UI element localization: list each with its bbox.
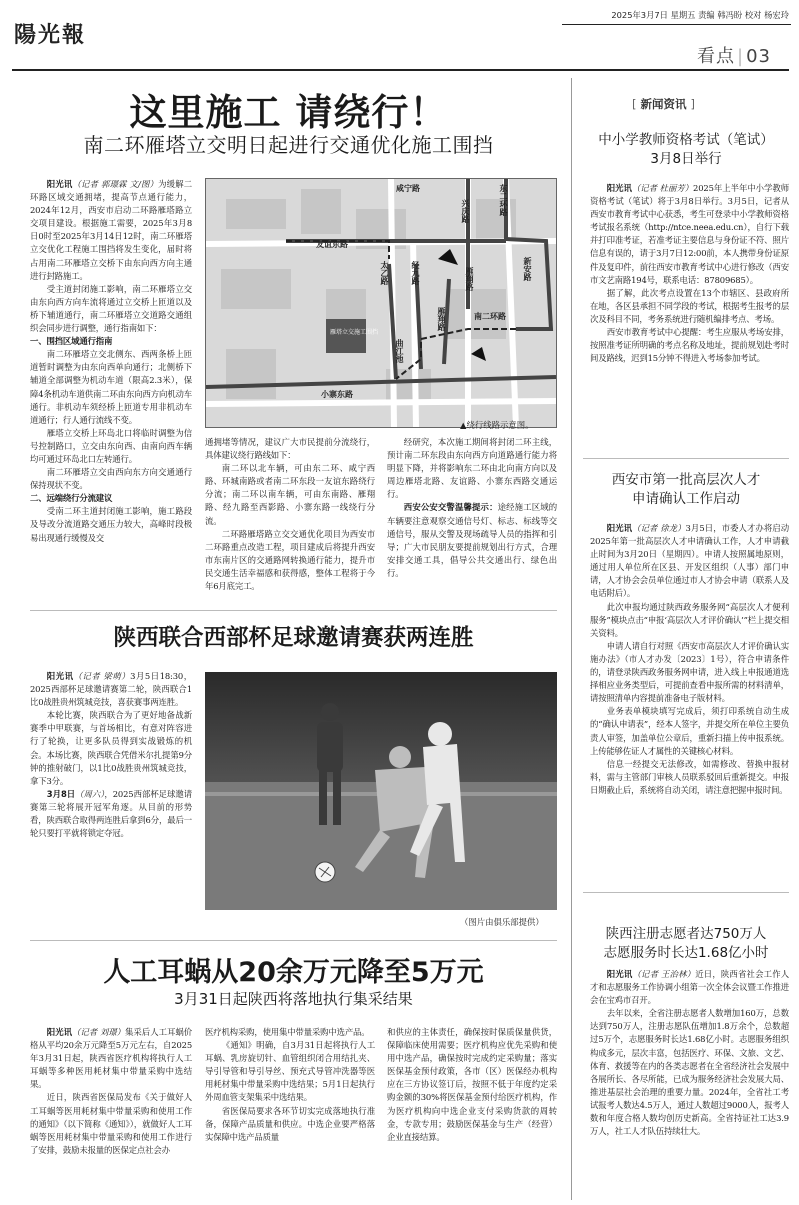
byline: （记者 王治林） bbox=[632, 969, 696, 979]
article-subheading bbox=[30, 492, 192, 505]
article-paragraph bbox=[590, 326, 789, 365]
masthead-info: 2025年3月7日 星期五 责编 韩冯盼 校对 杨宏玲 bbox=[611, 10, 789, 20]
article-paragraph bbox=[30, 670, 192, 709]
story1-subhead: 南二环雁塔立交明日起进行交通优化施工围挡 bbox=[83, 133, 494, 157]
map-label: 经九路 bbox=[411, 261, 421, 285]
paragraph-text: 雁塔立交桥上环岛北口将临时调整为信号控制路口，立交由东向西、由南向西车辆均可通过环岛北口左转通行。 bbox=[30, 427, 192, 464]
article-paragraph bbox=[387, 436, 557, 501]
map-label: 兴庆路 bbox=[461, 199, 471, 223]
map-label: 雁塔立交施工围挡 bbox=[330, 329, 379, 336]
paragraph-text: 此次申报均通过陕西政务服务网“高层次人才便利服务”模块点击“申报‘高层次人才评价确认’”栏上提交相关资料。 bbox=[590, 601, 789, 638]
paragraph-text: 近日，陕西省医保局发布《关于做好人工耳蜗等医用耗材集中带量采购和使用工作的通知》（以下简称《通知》），就做好人工耳蜗等医用耗材集中带量采购和使用工作进行了安排，鼓励未报量的医保定点社会办 bbox=[30, 1092, 192, 1155]
paragraph-lead: 阳光讯 bbox=[606, 183, 632, 193]
article-paragraph bbox=[590, 705, 789, 757]
map-caption: ▲绕行线路示意图。 bbox=[460, 420, 534, 430]
story3-headline: 人工耳蜗从20余万元降至5万元 bbox=[103, 957, 484, 988]
paragraph-text: 本轮比赛，陕西联合为了更好地备战新赛季中甲联赛，与首场相比，有意对阵容进行了轮换，让更多队员得到实战锻炼的机会。本场比赛，陕西联合凭借米尔扎提第9分钟的推射破门，以1比0战胜贵州筑城竞技，拿下3分。 bbox=[30, 710, 192, 786]
page-section: 看点 | 03 bbox=[697, 46, 771, 67]
story1-headline: 这里施工 请绕行！ bbox=[129, 91, 448, 134]
article-paragraph bbox=[387, 1026, 557, 1144]
story3-col1 bbox=[30, 1026, 192, 1201]
article-paragraph bbox=[590, 182, 789, 287]
paragraph-text: 南二环雁塔立交北侧东、西两条桥上匝道暂时调整为由东向西单向通行；北侧桥下辅道全部调整为机动车道（限高2.3米），保障4条机动车道供南二环由东向西方向机动车通行。非机动车须经桥上匝道专用非机动车道通行；行人通行流线不变。 bbox=[30, 349, 192, 425]
article-paragraph bbox=[590, 1007, 789, 1138]
paragraph-text: 3月5日18:30，2025西部杯足球邀请赛第二轮，陕西联合1比0战胜贵州筑城竞技，喜获赛事两连胜。 bbox=[30, 671, 192, 708]
article-paragraph bbox=[30, 1026, 192, 1091]
article-paragraph bbox=[205, 528, 375, 593]
paragraph-text: 据了解，此次考点设置在13个市辖区、县政府所在地，各区县承担不同学段的考试，根据考生报考的层次及科目不同，考务系统进行随机编排考点、考场。 bbox=[590, 287, 789, 324]
map-label: 太乙路 bbox=[380, 261, 390, 285]
paragraph-text: 二、远端绕行分流建议 bbox=[30, 493, 113, 504]
paragraph-text: 和供应的主体责任，确保按时保质保量供货，保障临床使用需要；医疗机构应优先采购和使用中选产品，确保按时完成约定采购量；落实医保基金预付政策，各市（区）医保经办机构应在三方协议签订后，按照不低于年度约定采购金额的30%将医保基金预付给医疗机构，作为医疗机构向中选企业支付采购货款的周转金，专款专用；鼓励医保基金与生产（经营）企业直接结算。 bbox=[387, 1027, 557, 1142]
article-paragraph bbox=[205, 436, 375, 462]
story2-col1 bbox=[30, 670, 192, 928]
story2-headline: 陕西联合西部杯足球邀请赛获两连胜 bbox=[113, 625, 474, 651]
article-paragraph bbox=[30, 505, 192, 544]
football-photo bbox=[205, 672, 557, 910]
route-map bbox=[205, 178, 557, 428]
article-paragraph bbox=[205, 462, 375, 527]
news1-headline: 中小学教师资格考试（笔试） 3月8日举行 bbox=[598, 132, 774, 167]
article-paragraph bbox=[30, 427, 192, 466]
story1-col1 bbox=[30, 178, 192, 598]
paragraph-text: 2025年上半年中小学教师资格考试（笔试）将于3月8日举行。3月5日，记者从西安市教育考试中心获悉，考生可登录中小学教师资格考试报名系统（http://ntce.neea.edu.cn），自行下载并打印准考证，若准考证主要信息与身份证不符、照片信息有误的，请于3月7日12:00前，本人携带身份证原件及复印件，前往西安市教育考试中心进行修改（西安市文艺南路194号，联系电话：87809685）。 bbox=[590, 183, 789, 285]
paragraph-text: 信息一经提交无法修改，如需修改、替换申报材料，需与主管部门审核人员联系驳回后重新提交。申报日期截止后，系统将自动关闭，请注意把握申报时间。 bbox=[590, 758, 789, 795]
paragraph-text: 南二环雁塔立交由西向东方向交通通行保持现状不变。 bbox=[30, 467, 192, 491]
map-label: 雁翔路 bbox=[465, 267, 475, 291]
article-paragraph bbox=[387, 501, 557, 580]
paragraph-text: 一、围挡区域通行指南 bbox=[30, 336, 113, 347]
article-paragraph bbox=[30, 348, 192, 427]
byline: （周六） bbox=[75, 788, 105, 799]
byline: （记者 梁萌） bbox=[73, 671, 131, 681]
article-paragraph bbox=[30, 283, 192, 335]
story1-col2 bbox=[205, 436, 375, 598]
article-paragraph bbox=[30, 788, 192, 840]
story3-col3 bbox=[387, 1026, 557, 1201]
byline: （记者 刘璟） bbox=[71, 1027, 126, 1037]
paragraph-text: 申请人请自行对照《西安市高层次人才评价确认实施办法》（市人才办发〔2023〕1号），符合申请条件的，请登录陕西政务服务网申请，进入线上申报通道选择相应业务类型后，可提前查看申报所需的材料清单，请按照清单内容提前准备电子版材料。 bbox=[590, 640, 789, 704]
photo-caption: （图片由俱乐部提供） bbox=[460, 917, 544, 927]
article-paragraph bbox=[590, 968, 789, 1007]
masthead-rule bbox=[12, 69, 789, 71]
article-paragraph bbox=[205, 1105, 375, 1144]
paragraph-text: 集采后人工耳蜗价格从平均20余万元降至5万元左右，自2025年3月31日起，陕西省医疗机构将执行人工耳蜗等多种医用耗材集中带量采购中选结果。 bbox=[30, 1027, 192, 1090]
article-paragraph bbox=[30, 466, 192, 492]
paragraph-text: 去年以来，全省注册志愿者人数增加160万，总数达到750万人，注册志愿队伍增加1.8万余个，总数超过5万个，志愿服务时长达1.68亿小时。志愿服务组织构成多元，层次丰富，包括医疗、环保、文旅、文艺、体育、救援等在内的各类志愿者在全省经济社会发展中各展所长、各尽所能，已成为服务经济社会发展大局、推进基层社会治理的重要力量。2024年，全省社工考试报考人数达4.5万人，通过人数超过9000人，报考人数和年度合格人数均创历史新高。全省持证社工达3.9万人，社工人才队伍持续壮大。 bbox=[590, 1008, 789, 1137]
article-paragraph bbox=[590, 758, 789, 797]
paragraph-text: 通拥堵等情况，建议广大市民提前分流绕行，具体建议绕行路线如下： bbox=[205, 437, 375, 461]
map-label: 雁翔路 bbox=[437, 307, 447, 331]
paragraph-text: 受南二环主道封闭施工影响，施工路段及导改分流道路交通压力较大，高峰时段极易出现通行缓慢及交 bbox=[30, 506, 192, 543]
article-paragraph bbox=[205, 1039, 375, 1104]
article-paragraph bbox=[30, 709, 192, 788]
paragraph-text: 途经施工区域的车辆要注意观察交通信号灯、标志、标线等交通信号，服从交警及现场疏导人员的指挥和引导；广大市民朋友要提前规划出行方式，合理安排交通工具，倡导公共交通出行、绿色出行。 bbox=[387, 502, 557, 578]
map-label: 新安路 bbox=[523, 257, 533, 281]
article-paragraph bbox=[590, 601, 789, 640]
paragraph-text: 3月5日，市委人才办将启动2025年第一批高层次人才申请确认工作，人才申请截止时间为3月20日（星期四）。申请人按照属地原则，通过用人单位所在区县、开发区组织（人事）部门申请，人才协会会员单位通过市人才协会申请（联系人及电话附后）。 bbox=[590, 523, 789, 599]
article-paragraph bbox=[590, 522, 789, 601]
sidebar-section-title: [ 新闻资讯 ] bbox=[632, 97, 696, 111]
article-paragraph bbox=[205, 1026, 375, 1039]
story1-col3 bbox=[387, 436, 557, 598]
news2-headline: 西安市第一批高层次人才 申请确认工作启动 bbox=[611, 472, 761, 507]
paragraph-lead: 西安公安交警温馨提示： bbox=[403, 502, 498, 513]
byline: （记者 杜丽芳） bbox=[631, 183, 694, 193]
article-subheading bbox=[30, 335, 192, 348]
paragraph-text: 为缓解二环路区域交通拥堵，提高节点通行能力，2024年12月，西安市启动二环路雁塔路立交项目建设。根据施工需要，2025年3月8日0时至2025年3月14日12时，南二环雁塔立交优化工程施工围挡将发生变化，届时将占用南二环雁塔立交桥下由东向西方向主通进行封路施工。 bbox=[30, 179, 192, 281]
paragraph-text: 业务表单模块填写完成后，须打印系统自动生成的“确认申请表”，经本人签字，并提交所在单位主要负责人审签，加盖单位公章后，重新扫描上传申报系统。上传能够佐证人才属性的关键核心材料。 bbox=[590, 706, 789, 756]
paragraph-lead: 阳光讯 bbox=[46, 1027, 72, 1037]
paragraph-text: 近日，陕西省社会工作人才和志愿服务工作协调小组第一次全体会议暨工作推进会在宝鸡市召开。 bbox=[590, 969, 789, 1006]
paragraph-text: 省医保局要求各环节切实完成落地执行准备，保障产品质量和供应。中选企业要严格落实保障中选产品质量 bbox=[205, 1105, 375, 1142]
paragraph-text: 医疗机构采购，使用集中带量采购中选产品。 bbox=[205, 1027, 370, 1037]
story3-subhead: 3月31日起陕西将落地执行集采结果 bbox=[174, 990, 413, 1008]
paragraph-lead: 3月8日 bbox=[46, 788, 76, 799]
article-paragraph bbox=[30, 1091, 192, 1156]
map-label: 东二环路 bbox=[499, 184, 509, 216]
paragraph-text: 经研究，本次施工期间将封闭二环主线，预计南二环东段由东向西方向道路通行能力将明显下降，并将影响东二环由北向南方向以及周边雁塔北路、友谊路、小寨东西路交通运行。 bbox=[387, 437, 557, 500]
map-label: 友谊东路 bbox=[316, 239, 348, 249]
article-paragraph bbox=[30, 178, 192, 283]
story3-col2 bbox=[205, 1026, 375, 1201]
article-paragraph bbox=[590, 287, 789, 326]
paragraph-text: 受主道封闭施工影响，南二环雁塔立交由东向西方向车流将通过立交桥上匝道以及桥下辅道通行，南二环雁塔立交道路交通组织会同步进行调整，通行指南如下： bbox=[30, 283, 192, 334]
map-label: 咸宁路 bbox=[396, 183, 420, 193]
paragraph-text: ，2025西部杯足球邀请赛第三轮将展开冠军角逐。从目前的形势看，陕西联合取得两连胜后拿到6分，最后一轮只要打平就将锁定夺冠。 bbox=[30, 788, 192, 839]
map-label: 小寨东路 bbox=[321, 389, 353, 399]
paragraph-text: 南二环以北车辆，可由东二环、咸宁西路、环城南路或者南二环东段一友谊东路绕行分流；南二环以南车辆，可由东南路、雁翔路、经九路至西影路、小寨东路一线绕行分流。 bbox=[205, 463, 375, 526]
byline: （记者 徐龙） bbox=[632, 523, 686, 533]
map-label: 南二环路 bbox=[474, 311, 506, 321]
paragraph-text: 《通知》明确，自3月31日起将执行人工耳蜗、乳房旋切针、血管组织闭合用结扎夹、导引导管和导引导丝、预充式导管冲洗器等医用耗材集中带量采购中选结果；5月1日起执行外周血管支架集采中选结果。 bbox=[205, 1040, 375, 1103]
news1-body bbox=[590, 182, 789, 458]
byline: （记者 郭璟霖 文/图） bbox=[72, 179, 159, 189]
news3-body bbox=[590, 968, 789, 1200]
paragraph-lead: 阳光讯 bbox=[606, 523, 633, 533]
article-paragraph bbox=[590, 640, 789, 705]
paragraph-lead: 阳光讯 bbox=[46, 179, 73, 189]
paragraph-lead: 阳光讯 bbox=[606, 969, 633, 979]
masthead-logo: 陽光報 bbox=[14, 22, 87, 48]
paragraph-lead: 阳光讯 bbox=[46, 671, 74, 681]
paragraph-text: 西安市教育考试中心提醒：考生应服从考场安排，按照准考证所明确的考点名称及地址，提前规划赴考时间及路线，迟到15分钟不得进入考场参加考试。 bbox=[590, 327, 789, 364]
news2-body bbox=[590, 522, 789, 882]
paragraph-text: 二环路雁塔路立交交通优化项目为西安市二环路重点改造工程，项目建成后将提升西安市东南片区的交通路网转换通行能力，提升市民交通生活幸福感和获得感，整体工程将于今年6月底完工。 bbox=[205, 528, 375, 592]
map-label: 曲江池 bbox=[395, 339, 405, 363]
news3-headline: 陕西注册志愿者达750万人 志愿服务时长达1.68亿小时 bbox=[603, 926, 769, 961]
